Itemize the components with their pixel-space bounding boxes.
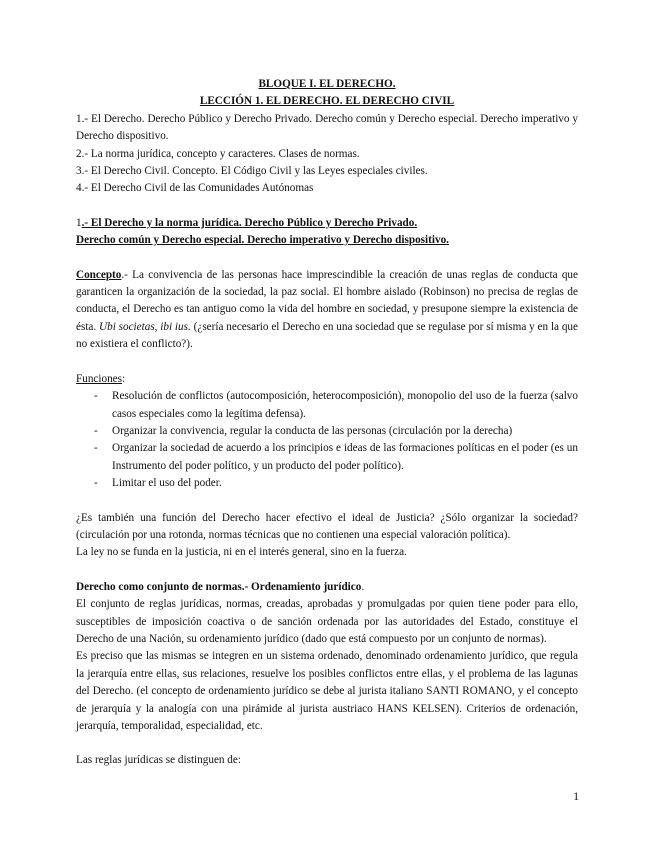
section-1-heading (76, 215, 578, 250)
list-item: - Limitar el uso del poder. (76, 475, 578, 492)
concepto-text1: .- La convivencia de las personas hace imprescindible la creación de unas reglas de conducta que garanticen la organización de la sociedad, la paz social. El hombre aislado (Robinson) no precisa de reglas de conducta, el Derecho es tan antiguo como la vida del hombre en sociedad, y presupone siempre la existencia de ésta. (76, 268, 578, 333)
ley-paragraph: La ley no se funda en la justicia, ni en el interés general, sino en la fuerza. (76, 546, 407, 559)
funciones-heading: Funciones: (76, 372, 126, 385)
toc-item-1: 1.- El Derecho. Derecho Público y Derecho Privado. Derecho común y Derecho especial. Derecho imperativo y Derecho dispositivo. (76, 112, 578, 143)
page-number: 1 (573, 791, 579, 803)
concepto-latin: Ubi societas, ibi ius. (99, 320, 191, 333)
ordenamiento-paragraph-1: El conjunto de reglas jurídicas, normas, creadas, aprobadas y promulgadas por quien tiene poder para ello, susceptibles de imposición coactiva o de sanción ordenada por las autoridades del Estado, constituye el Derecho de una Nación, su ordenamiento jurídico (dado que está compuesto por un conjunto de normas). (76, 598, 578, 645)
reglas-paragraph: Las reglas jurídicas se distinguen de: (76, 754, 241, 767)
list-item: - Organizar la convivencia, regular la conducta de las personas (circulación por la derecha) (76, 423, 578, 440)
list-item: - Resolución de conflictos (autocomposición, heterocomposición), monopolio del uso de la fuerza (salvo casos especiales como la legítima defensa). (76, 388, 578, 423)
concepto-label: Concepto (76, 268, 122, 281)
toc-item-4: 4.- El Derecho Civil de las Comunidades Autónomas (76, 182, 314, 195)
bloque-title: BLOQUE I. EL DERECHO. (258, 78, 396, 90)
document-page (76, 76, 578, 770)
funciones-label: Funciones (76, 372, 122, 385)
section-number: 1 (76, 216, 82, 229)
ordenamiento-paragraph-2: Es preciso que las mismas se integren en un sistema ordenado, denominado ordenamiento jurídico, que regula la jerarquía entre ellas, sus relaciones, resuelve los posibles conflictos entre ellas, y el problema de las lagunas del Derecho. (el concepto de ordenamiento jurídico se debe al jurista italiano SANTI ROMANO, y el concepto de jerarquía y la analogía con una pirámide al jurista austriaco HANS KELSEN). Criterios de ordenación, jerarquía, temporalidad, especialidad, etc. (76, 650, 578, 732)
ordenamiento-heading: Derecho como conjunto de normas.- Ordenamiento jurídico. (76, 580, 365, 593)
toc-item-3: 3.- El Derecho Civil. Concepto. El Código Civil y las Leyes especiales civiles. (76, 165, 428, 178)
justicia-paragraph: ¿Es también una función del Derecho hacer efectivo el ideal de Justicia? ¿Sólo organizar la sociedad? (circulación por una rotonda, normas técnicas que no contienen una especial valoración política). (76, 511, 578, 541)
section-heading-line1: .- El Derecho y la norma jurídica. Derecho Público y Derecho Privado. (81, 216, 418, 229)
concepto-paragraph (76, 267, 578, 354)
list-item: - Organizar la sociedad de acuerdo a los principios e ideas de las formaciones políticas en el poder (es un Instrumento del poder político, y un producto del poder político). (76, 440, 578, 475)
section-heading-line2: Derecho común y Derecho especial. Derecho imperativo y Derecho dispositivo. (76, 234, 449, 247)
concepto-text2: (¿sería necesario el Derecho en una sociedad que se regulase por sí misma y en la que no existiera el conflicto?). (76, 320, 578, 351)
funciones-list (76, 388, 578, 492)
leccion-title: LECCIÓN 1. EL DERECHO. EL DERECHO CIVIL (199, 95, 455, 108)
table-of-contents (76, 111, 578, 198)
toc-item-2: 2.- La norma jurídica, concepto y caracteres. Clases de normas. (76, 147, 360, 160)
